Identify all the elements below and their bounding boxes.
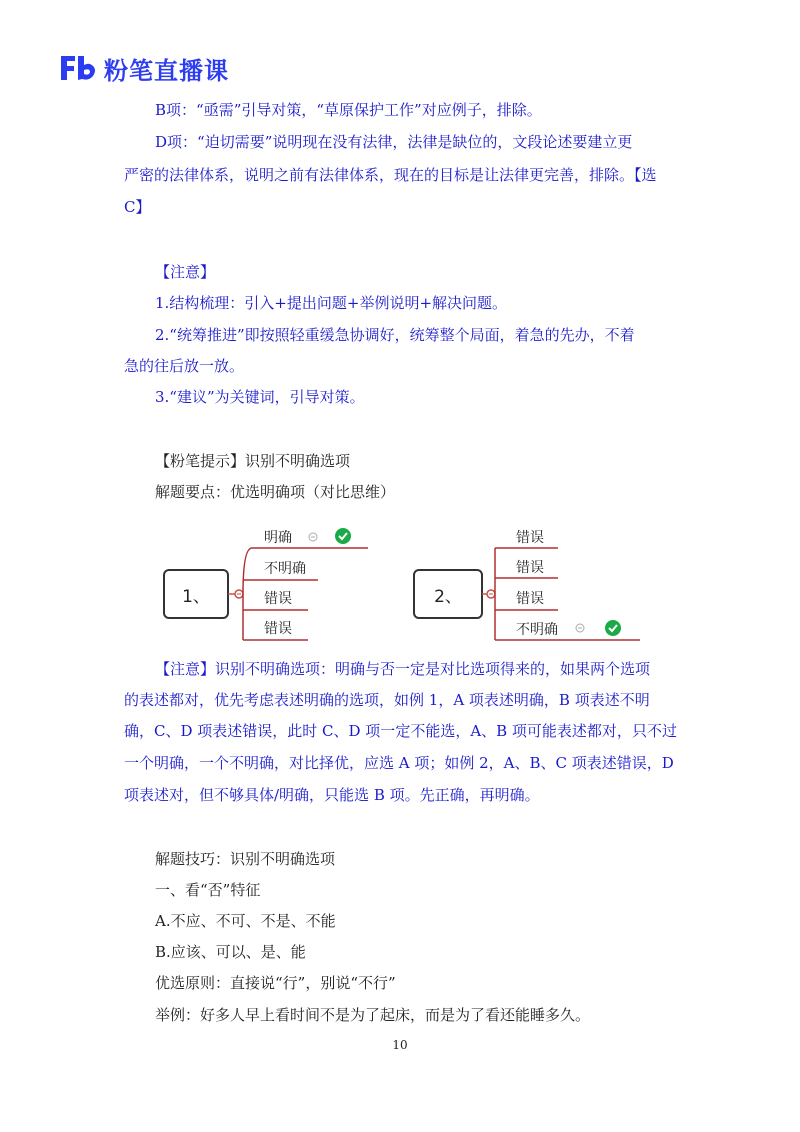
check-icon: [335, 528, 351, 544]
example-2-branch-4: 不明确: [516, 622, 558, 638]
analysis-d-line2: 严密的法律体系，说明之前有法律体系，现在的目标是让法律更完善，排除。【选: [124, 166, 657, 184]
tip-point: 解题要点：优选明确项（对比思维）: [155, 483, 396, 501]
example-2-branch-1: 错误: [516, 530, 544, 546]
note-item-1: 1.结构梳理：引入+提出问题+举例说明+解决问题。: [155, 294, 508, 312]
check-icon: [605, 620, 621, 636]
technique-principle: 优选原则：直接说“行”，别说“不行”: [155, 974, 396, 992]
example-2-tree: [414, 530, 640, 640]
note-item-2-line2: 急的往后放一放。: [124, 357, 245, 375]
tip-title: 【粉笔提示】识别不明确选项: [155, 452, 351, 470]
analysis-d-line3: C】: [124, 198, 151, 216]
brand-logo: [58, 50, 229, 86]
technique-item-a: A.不应、不可、不是、不能: [155, 912, 336, 930]
example-1-branch-3: 错误: [264, 591, 292, 607]
note2-line5: 项表述对，但不够具体/明确，只能选 B 项。先正确，再明确。: [124, 786, 540, 804]
note-item-2-line1: 2.“统筹推进”即按照轻重缓急协调好，统筹整个局面，着急的先办，不着: [155, 326, 635, 344]
example-1-branch-1: 明确: [264, 530, 292, 546]
analysis-b: B项：“亟需”引导对策，“草原保护工作”对应例子，排除。: [155, 101, 542, 119]
technique-example: 举例：好多人早上看时间不是为了起床，而是为了看还能睡多久。: [155, 1006, 591, 1024]
comparison-diagram: [160, 518, 650, 650]
note2-line1: 【注意】识别不明确选项：明确与否一定是对比选项得来的，如果两个选项: [155, 660, 651, 678]
technique-title: 解题技巧：识别不明确选项: [155, 850, 336, 868]
analysis-d-line1: D项：“迫切需要”说明现在没有法律，法律是缺位的，文段论述要建立更: [155, 133, 633, 151]
note2-line4: 一个明确，一个不明确，对比择优，应选 A 项；如例 2，A、B、C 项表述错误，D: [124, 754, 674, 772]
technique-item-b: B.应该、可以、是、能: [155, 943, 306, 961]
example-2-branch-3: 错误: [516, 591, 544, 607]
page-number: 10: [392, 1038, 408, 1052]
note2-line3: 确，C、D 项表述错误，此时 C、D 项一定不能选，A、B 项可能表述都对，只不过: [124, 722, 677, 740]
example-2-branch-2: 错误: [516, 560, 544, 576]
technique-section-one: 一、看“否”特征: [155, 881, 261, 899]
example-1-label: 1、: [182, 587, 210, 607]
fb-logo-icon: [58, 52, 98, 84]
note-title: 【注意】: [155, 263, 216, 281]
example-1-branch-2: 不明确: [264, 561, 306, 577]
example-1-branch-4: 错误: [264, 621, 292, 637]
note-item-3: 3.“建议”为关键词，引导对策。: [155, 388, 365, 406]
note2-line2: 的表述都对，优先考虑表述明确的选项，如例 1，A 项表述明确，B 项表述不明: [124, 691, 650, 709]
brand-name: 粉笔直播课: [104, 56, 229, 85]
example-2-label: 2、: [434, 587, 462, 607]
example-1-tree: [164, 528, 368, 640]
